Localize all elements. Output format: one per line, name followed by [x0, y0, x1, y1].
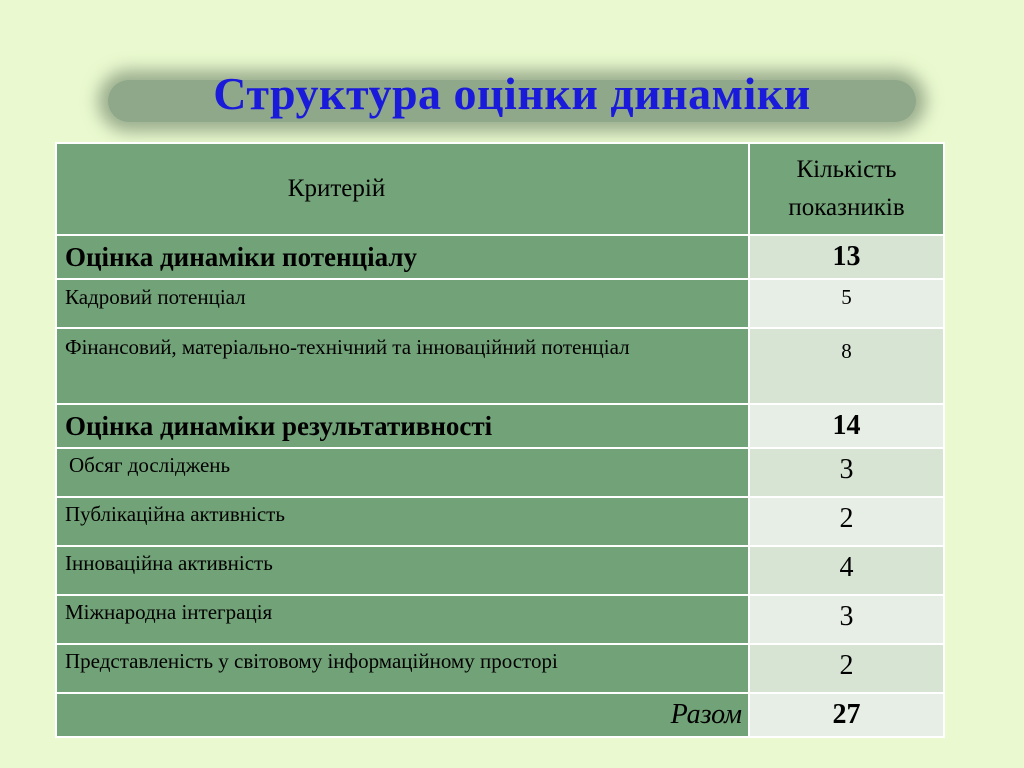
table-row: [56, 644, 944, 693]
table-header-row: [56, 143, 944, 235]
row-criterion: Кадровий потенціал: [56, 279, 749, 328]
header-count: Кількість показників: [749, 143, 944, 235]
table-row: [56, 595, 944, 644]
row-count: 2: [749, 497, 944, 546]
criteria-table: [55, 142, 945, 738]
row-count: 8: [749, 328, 944, 404]
row-count: 4: [749, 546, 944, 595]
total-count: 27: [749, 693, 944, 737]
row-criterion: Публікаційна активність: [56, 497, 749, 546]
row-criterion: Оцінка динаміки потенціалу: [56, 235, 749, 279]
row-criterion: Міжнародна інтеграція: [56, 595, 749, 644]
row-count: 2: [749, 644, 944, 693]
table-row: [56, 546, 944, 595]
table-row-section: [56, 404, 944, 448]
slide-title: Структура оцінки динаміки: [213, 68, 811, 119]
table-row: [56, 497, 944, 546]
row-criterion: Інноваційна активність: [56, 546, 749, 595]
row-count: 3: [749, 595, 944, 644]
table-row: [56, 448, 944, 497]
row-criterion: Фінансовий, матеріально-технічний та інноваційний потенціал: [56, 328, 749, 404]
header-criterion: Критерій: [56, 143, 749, 235]
row-count: 5: [749, 279, 944, 328]
row-criterion: Оцінка динаміки результативності: [56, 404, 749, 448]
row-criterion: Представленість у світовому інформаційному просторі: [56, 644, 749, 693]
row-count: 13: [749, 235, 944, 279]
table-row: [56, 328, 944, 404]
row-criterion: Обсяг досліджень: [56, 448, 749, 497]
table-total-row: [56, 693, 944, 737]
table-row: [56, 279, 944, 328]
table-row-section: [56, 235, 944, 279]
total-label: Разом: [56, 693, 749, 737]
row-count: 3: [749, 448, 944, 497]
row-count: 14: [749, 404, 944, 448]
